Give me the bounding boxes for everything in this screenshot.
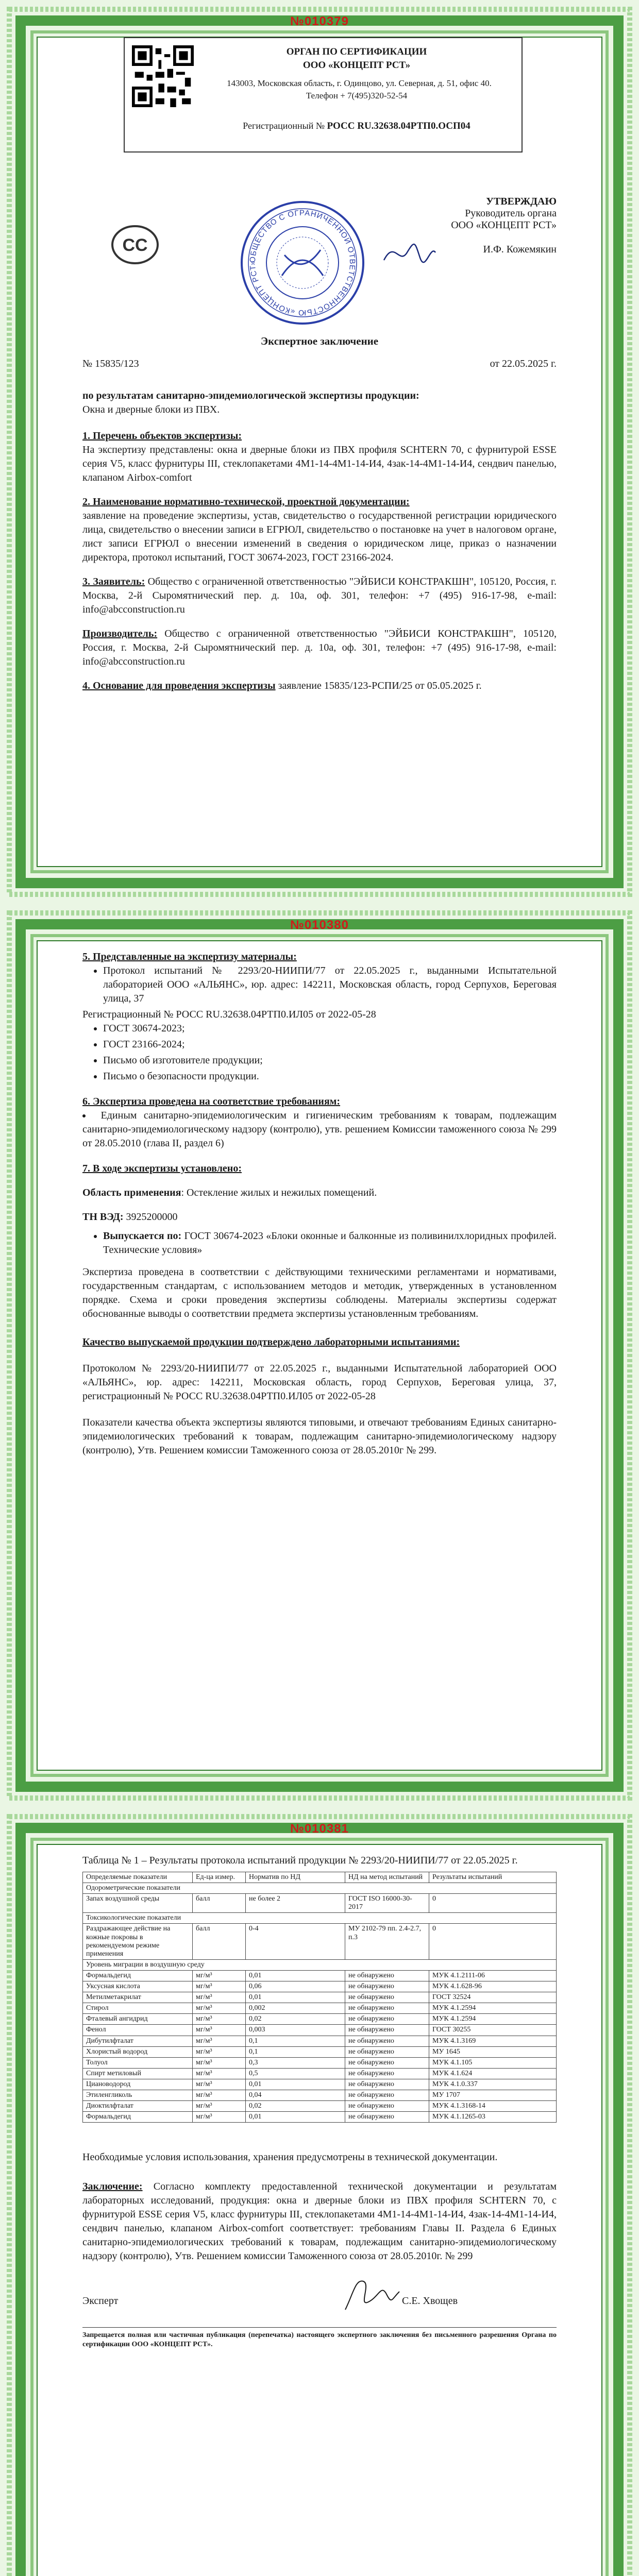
section-7-title: 7. В ходе экспертизы установлено: (82, 1163, 242, 1174)
form-number: №010379 (290, 14, 349, 28)
column-header: Результаты испытаний (429, 1872, 557, 1883)
table-cell: 0,02 (246, 2101, 345, 2112)
table-cell: 0,04 (246, 2090, 345, 2100)
svg-text:СС: СС (122, 235, 148, 255)
application-area: Область применения: Остекление жилых и нежилых помещений. (82, 1187, 377, 1198)
table-row (83, 2014, 557, 2025)
subject-heading: по результатам санитарно-эпидемиологической экспертизы продукции: (82, 390, 419, 401)
table-cell: 0,5 (246, 2068, 345, 2079)
section-2-title: 2. Наименование нормативно-технической, проектной документации: (82, 496, 410, 507)
table-row (83, 2025, 557, 2036)
organization-header (124, 37, 523, 152)
table-cell: 0,002 (246, 2003, 345, 2014)
signature-icon (381, 237, 438, 268)
list-item: • Единым санитарно-эпидемиологическим и гигиеническим требованиям к товарам, подлежащим санитарно-эпидемиологическому надзору (контролю), утв. решением Комиссии таможенного союза № 299 от 28.05.2010 (глава II, раздел 6) (82, 1109, 557, 1150)
list-item: • Письмо о безопасности продукции. (103, 1070, 557, 1083)
certification-mark-icon (111, 224, 160, 265)
table-cell: 0,3 (246, 2057, 345, 2068)
list-item: • Протокол испытаний № 2293/20-НИИПИ/77 от 22.05.2025 г., выданными Испытательной лабораторией ООО «АЛЬЯНС», юр. адрес: 142211, Московская область, город Серпухов, Береговая улица, 37 (103, 964, 557, 1006)
manufacturer: Производитель: Общество с ограниченной ответственностью "ЭЙБИСИ КОНСТРАКШН", 105120, Россия, г. Москва, 2-й Сыромятнический пер. д. 10а, оф. 301, телефон: +7 (495) 916-17-98, e-mail: info@abcconstruction.ru (82, 628, 557, 667)
approval-line-2: ООО «КОНЦЕПТ РСТ» (451, 219, 557, 231)
table-cell: Формальдегид (83, 1970, 193, 1981)
expertise-text: Экспертиза проведена в соответствии с действующими техническими регламентами и нормативами, государственным стандартам, с использованием методов и методик, утвержденных в установленном порядке. Схема и сроки проведения экспертизы соблюдены. Материалы экспертизы содержат обоснованные выводы о соответствии предмета экспертизы установленным требованиям. (82, 1266, 557, 1319)
approval-line-1: Руководитель органа (465, 208, 557, 219)
table-row (83, 2046, 557, 2057)
form-number: №010380 (290, 918, 349, 932)
table-cell: Метилметакрилат (83, 1992, 193, 2003)
column-header: НД на метод испытаний (345, 1872, 429, 1883)
table-cell: Фталевый ангидрид (83, 2014, 193, 2025)
expert-signature-block (82, 2274, 557, 2320)
materials-list (82, 964, 557, 1006)
table-row (83, 2036, 557, 2046)
group-row: Одорометрические показатели (83, 1883, 557, 1894)
table-row (83, 2003, 557, 2014)
table-cell: МУК 4.1.105 (429, 2057, 557, 2068)
table-cell: ГОСТ 32524 (429, 1992, 557, 2003)
list-item: • ГОСТ 23166-2024; (103, 1038, 557, 1052)
table-row: Запах воздушной среды балл не более 2 ГОСТ ISO 16000-30-2017 0 (83, 1894, 557, 1913)
table-row: Раздражающее действие на кожные покровы в рекомендуемом режиме применения балл 0-4 МУ 2102-79 пп. 2.4-2.7, п.3 0 (83, 1924, 557, 1959)
page-1 (0, 0, 639, 904)
table-cell: мг/м³ (193, 2014, 246, 2025)
table-cell: мг/м³ (193, 2068, 246, 2079)
table-cell: 0,01 (246, 1970, 345, 1981)
table-cell: мг/м³ (193, 2025, 246, 2036)
table-cell: МУ 1645 (429, 2046, 557, 2057)
table-cell: не обнаружено (345, 2068, 429, 2079)
tnved-code: ТН ВЭД: 3925200000 (82, 1211, 178, 1223)
table-cell: не обнаружено (345, 2112, 429, 2123)
table-cell: 0,01 (246, 1992, 345, 2003)
signature-icon (340, 2274, 402, 2315)
list-item: • ГОСТ 30674-2023; (103, 1022, 557, 1036)
table-row (83, 1992, 557, 2003)
results-table (82, 1872, 557, 2123)
table-cell: Формальдегид (83, 2112, 193, 2123)
list-item: • Выпускается по: ГОСТ 30674-2023 «Блоки оконные и балконные из поливинилхлоридных профилей. Технические условия» (103, 1229, 557, 1257)
table-cell: Хлористый водород (83, 2046, 193, 2057)
migration-rows (83, 1970, 557, 2122)
table-cell: Циановодород (83, 2079, 193, 2090)
protocol-text: Протоколом № 2293/20-НИИПИ/77 от 22.05.2025 г., выданными Испытательной лабораторией ООО «АЛЬЯНС», юр. адрес: 142211, Московская область, город Серпухов, Береговая улица, 37, регистрационный № РОСС RU.32638.04РТП0.ИЛ05 от 2022-05-28 (82, 1363, 557, 1402)
page-1-body (82, 389, 557, 698)
table-cell: мг/м³ (193, 1981, 246, 1992)
document-title: Экспертное заключение (260, 335, 379, 347)
group-row: Уровень миграции в воздушную среду (83, 1959, 557, 1970)
table-cell: не обнаружено (345, 2090, 429, 2100)
organization-seal-icon (238, 198, 367, 327)
materials-list-2 (82, 1022, 557, 1083)
table-cell: не обнаружено (345, 1981, 429, 1992)
org-line-1: ОРГАН ПО СЕРТИФИКАЦИИ (286, 46, 427, 57)
org-line-2: ООО «КОНЦЕПТ РСТ» (302, 60, 411, 71)
section-3: 3. Заявитель: Общество с ограниченной ответственностью "ЭЙБИСИ КОНСТРАКШН", 105120, Россия, г. Москва, 2-й Сыромятнический пер. д. 10а, оф. 301, телефон: +7 (495) 916-17-98, e-mail: info@abcconstruction.ru (82, 576, 557, 615)
approval-title: УТВЕРЖДАЮ (486, 196, 557, 207)
section-5-title: 5. Представленные на экспертизу материалы: (82, 951, 297, 962)
column-header: Норматив по НД (246, 1872, 345, 1883)
section-4: 4. Основание для проведения экспертизы заявление 15835/123-РСПИ/25 от 05.05.2025 г. (82, 680, 482, 691)
expert-name: С.Е. Хвощев (402, 2295, 458, 2307)
table-cell: МУК 4.1.0.337 (429, 2079, 557, 2090)
table-cell: мг/м³ (193, 1970, 246, 1981)
table-cell: МУК 4.1.624 (429, 2068, 557, 2079)
materials-registration: Регистрационный № РОСС RU.32638.04РТП0.ИЛ05 от 2022-05-28 (82, 1009, 376, 1020)
table-cell: мг/м³ (193, 1992, 246, 2003)
table-cell: Фенол (83, 2025, 193, 2036)
table-cell: не обнаружено (345, 2046, 429, 2057)
form-number: №010381 (290, 1822, 349, 1836)
table-row (83, 2057, 557, 2068)
release-list (82, 1229, 557, 1257)
approval-signer: И.Ф. Кожемякин (483, 244, 557, 255)
table-cell: МУК 4.1.2594 (429, 2003, 557, 2014)
conditions-text: Необходимые условия использования, хранения предусмотрены в технической документации. (82, 2151, 498, 2163)
column-header: Определяемые показатели (83, 1872, 193, 1883)
org-address: 143003, Московская область, г. Одинцово, ул. Северная, д. 51, офис 40. (227, 78, 492, 88)
table-cell: Уксусная кислота (83, 1981, 193, 1992)
table-caption: Таблица № 1 – Результаты протокола испытаний продукции № 2293/20-НИИПИ/77 от 22.05.2025 г. (82, 1855, 518, 1866)
org-phone: Телефон + 7(495)320-52-54 (306, 91, 408, 100)
table-cell: не обнаружено (345, 2003, 429, 2014)
table-header-row (83, 1872, 557, 1883)
table-cell: Диоктилфталат (83, 2101, 193, 2112)
quality-title: Качество выпускаемой продукции подтверждено лабораторными испытаниями: (82, 1336, 460, 1348)
table-row (83, 2101, 557, 2112)
indicators-text: Показатели качества объекта экспертизы являются типовыми, и отвечают требованиям Единых санитарно-эпидемиологических требований к товарам, подлежащим санитарно-эпидемиологическому надзору (контролю), Утв. Решением комиссии Таможенного союза от 28.05.2010г № 299. (82, 1417, 557, 1456)
table-cell: мг/м³ (193, 2090, 246, 2100)
table-cell: МУК 4.1.2111-06 (429, 1970, 557, 1981)
table-cell: МУК 4.1.3169 (429, 2036, 557, 2046)
table-cell: 0,01 (246, 2112, 345, 2123)
table-cell: МУК 4.1.3168-14 (429, 2101, 557, 2112)
table-cell: МУК 4.1.1265-03 (429, 2112, 557, 2123)
column-header: Ед-ца измер. (193, 1872, 246, 1883)
section-6-title: 6. Экспертиза проведена на соответствие требованиям: (82, 1096, 341, 1107)
document-number: № 15835/123 (82, 358, 139, 369)
table-cell: мг/м³ (193, 2046, 246, 2057)
footer-note: Запрещается полная или частичная публикация (перепечатка) настоящего экспертного заключения без письменного разрешения Органа по сертификации ООО «КОНЦЕПТ РСТ». (82, 2331, 557, 2349)
section-1-text: На экспертизу представлены: окна и дверные блоки из ПВХ профиля SCHTERN 70, с фурнитурой ESSE серия V5, класс фурнитуры III, стеклопакетами 4М1-14-4М1-14-И4, 4зак-14-4М1-14-И4, сендвич панелью, клапаном Airbox-comfort (82, 444, 557, 483)
table-cell: 0,06 (246, 1981, 345, 1992)
table-cell: ГОСТ 30255 (429, 2025, 557, 2036)
conclusion: Заключение: Согласно комплекту предоставленной технической документации и результатам лабораторных исследований, продукция: окна и дверные блоки из ПВХ профиля SCHTERN 70, с фурнитурой ESSE серия V5, класс фурнитуры III, стеклопакетами 4М1-14-4М1-14-И4, 4зак-14-4М1-14-И4, сендвич панелью, клапаном Airbox-comfort соответствует: требованиям Главы II. Раздела 6 Единых санитарно-эпидемиологических требований к товарам, подлежащим санитарно-эпидемиологическому надзору (контролю), Утв. Решением комиссии Таможенного союза от 28.05.2010г. № 299 (82, 2181, 557, 2262)
table-cell: не обнаружено (345, 2101, 429, 2112)
page-2 (0, 904, 639, 1807)
table-cell: не обнаружено (345, 2036, 429, 2046)
table-cell: мг/м³ (193, 2003, 246, 2014)
table-row (83, 2068, 557, 2079)
table-cell: не обнаружено (345, 1992, 429, 2003)
table-cell: мг/м³ (193, 2101, 246, 2112)
section-1-title: 1. Перечень объектов экспертизы: (82, 430, 242, 442)
table-cell: Этиленгликоль (83, 2090, 193, 2100)
table-cell: МУК 4.1.2594 (429, 2014, 557, 2025)
table-cell: 0,02 (246, 2014, 345, 2025)
table-cell: не обнаружено (345, 2025, 429, 2036)
table-cell: не обнаружено (345, 2014, 429, 2025)
table-cell: мг/м³ (193, 2036, 246, 2046)
document-date: от 22.05.2025 г. (490, 358, 557, 369)
svg-text:ОБЩЕСТВО С ОГРАНИЧЕННОЙ ОТВЕТС: ОБЩЕСТВО С ОГРАНИЧЕННОЙ ОТВЕТСТВЕННОСТЬЮ «КОНЦЕПТ РСТ» (248, 208, 357, 317)
group-row: Токсикологические показатели (83, 1913, 557, 1924)
registration-number: РОСС RU.32638.04РТП0.ОСП04 (327, 121, 470, 131)
page-2-body (82, 950, 557, 1463)
table-row (83, 2079, 557, 2090)
section-2-text: заявление на проведение экспертизы, устав, свидетельство о государственной регистрации юридического лица, свидетельство о внесении записи в ЕГРЮЛ, свидетельство о постановке на учет в налоговом органе, лист записи ЕГРЮЛ о внесении изменений в сведения о юридическом лице, приказ о назначении директора, протокол испытаний, ГОСТ 30674-2023, ГОСТ 23166-2024. (82, 510, 557, 563)
page-3-body (82, 1854, 557, 2355)
page-3 (0, 1807, 639, 2576)
table-cell: 0,1 (246, 2046, 345, 2057)
table-row (83, 2090, 557, 2100)
table-cell: Спирт метиловый (83, 2068, 193, 2079)
table-cell: не обнаружено (345, 1970, 429, 1981)
table-cell: Дибутилфталат (83, 2036, 193, 2046)
table-cell: Толуол (83, 2057, 193, 2068)
qr-code-icon (132, 45, 194, 107)
list-item: • Письмо об изготовителе продукции; (103, 1054, 557, 1067)
table-cell: мг/м³ (193, 2112, 246, 2123)
requirements-list (82, 1109, 557, 1150)
table-cell: 0,01 (246, 2079, 345, 2090)
table-cell: мг/м³ (193, 2057, 246, 2068)
table-cell: 0,003 (246, 2025, 345, 2036)
table-cell: не обнаружено (345, 2079, 429, 2090)
table-cell: 0,1 (246, 2036, 345, 2046)
table-cell: не обнаружено (345, 2057, 429, 2068)
subject-text: Окна и дверные блоки из ПВХ. (82, 404, 220, 415)
table-cell: Стирол (83, 2003, 193, 2014)
table-cell: МУК 4.1.628-96 (429, 1981, 557, 1992)
registration-line: Регистрационный № РОСС RU.32638.04РТП0.ОСП04 (243, 121, 470, 131)
table-row (83, 2112, 557, 2123)
table-row (83, 1981, 557, 1992)
expert-label: Эксперт (82, 2295, 119, 2307)
table-cell: мг/м³ (193, 2079, 246, 2090)
table-cell: МУ 1707 (429, 2090, 557, 2100)
table-row (83, 1970, 557, 1981)
